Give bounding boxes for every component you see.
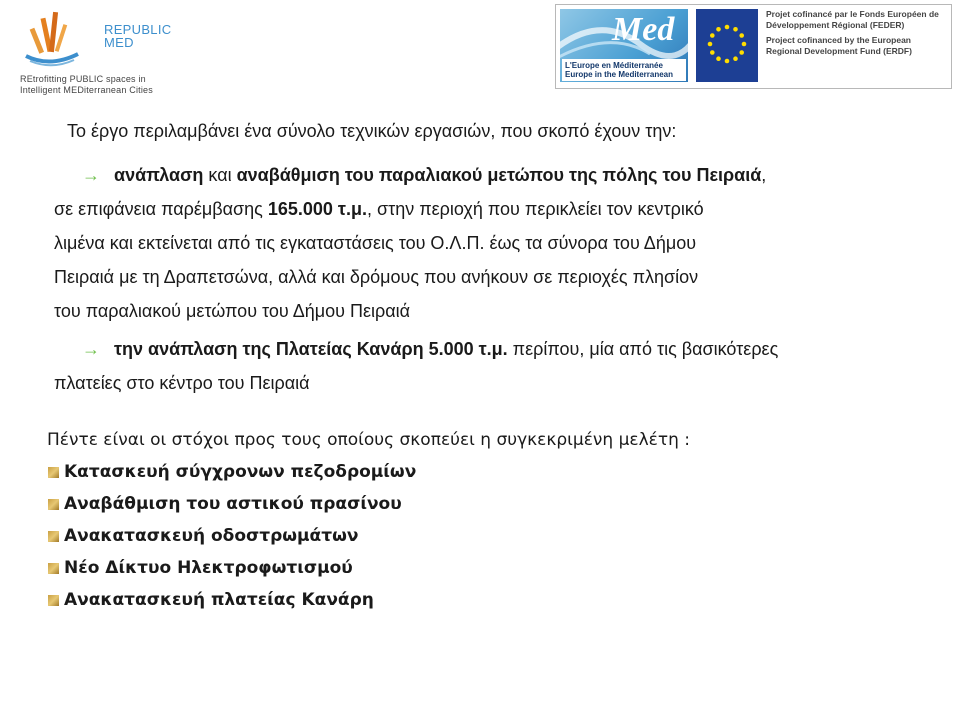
tagline-line-2: Intelligent MEDiterranean Cities (20, 85, 153, 95)
med-caption-fr: L'Europe en Méditerranée (565, 61, 663, 70)
republic-med-logo (18, 8, 178, 93)
goal-label: Κατασκευή σύγχρονων πεζοδρομίων (64, 462, 417, 482)
square-bullet-icon (48, 531, 59, 542)
intro-sentence: Το έργο περιλαμβάνει ένα σύνολο τεχνικών εργασιών, που σκοπό έχουν την: (67, 121, 677, 141)
green-arrow-icon: → (82, 339, 100, 359)
project-item-kanari-square (54, 332, 778, 400)
tagline-line-1: REtrofitting PUBLIC spaces in (20, 74, 146, 84)
med-programme-logo (560, 9, 688, 82)
republic-med-tagline (20, 74, 153, 96)
med-caption (562, 59, 686, 81)
item1-line-5: του παραλιακού μετώπου του Δήμου Πειραιά (54, 301, 411, 321)
goal-item (47, 520, 690, 552)
goal-label: Αναβάθμιση του αστικού πρασίνου (64, 494, 402, 514)
goal-item (47, 456, 690, 488)
item2-rest: περίπου, μία από τις βασικότερες (507, 339, 779, 359)
eu-stars-icon (696, 9, 758, 82)
item1-plain-a: και (203, 165, 237, 185)
goal-label: Ανακατασκευή πλατείας Κανάρη (64, 590, 374, 610)
goal-label: Ανακατασκευή οδοστρωμάτων (64, 526, 359, 546)
med-caption-en: Europe in the Mediterranean (565, 70, 674, 79)
republic-med-name (104, 23, 171, 49)
goal-item (47, 488, 690, 520)
item1-plain-b: , (761, 165, 767, 185)
item1-bold-b: αναβάθμιση του παραλιακού μετώπου της πόλης του Πειραιά (236, 165, 762, 185)
item2-line-1 (54, 332, 778, 366)
square-bullet-icon (48, 563, 59, 574)
green-arrow-icon: → (82, 165, 100, 185)
eu-flag-icon (696, 9, 758, 82)
buildings-icon (20, 10, 86, 70)
med-word: MED (104, 35, 134, 50)
item2-line-2: πλατείες στο κέντρο του Πειραιά (54, 373, 310, 393)
item1-area-value: 165.000 τ.μ. (267, 199, 367, 219)
goal-item (47, 584, 690, 616)
item1-line2-plain: σε επιφάνεια παρέμβασης (54, 199, 268, 219)
item1-line2-rest: , στην περιοχή που περικλείει τον κεντρικό (366, 199, 704, 219)
eu-funding-en: Project cofinanced by the European Regional Development Fund (ERDF) (766, 35, 912, 56)
goal-item (47, 552, 690, 584)
med-eu-funding-banner (555, 4, 952, 89)
goals-lead: Πέντε είναι οι στόχοι προς τους οποίους σκοπεύει η συγκεκριμένη μελέτη : (47, 430, 691, 450)
square-bullet-icon (48, 467, 59, 478)
square-bullet-icon (48, 595, 59, 606)
republic-word: REPUBLIC (104, 22, 172, 37)
goal-label: Νέο Δίκτυο Ηλεκτροφωτισμού (64, 558, 353, 578)
item2-bold: την ανάπλαση της Πλατείας Κανάρη 5.000 τ.μ. (114, 339, 508, 359)
project-item-waterfront (54, 158, 934, 328)
item1-line-3: λιμένα και εκτείνεται από τις εγκαταστάσεις του Ο.Λ.Π. έως τα σύνορα του Δήμου (54, 233, 697, 253)
square-bullet-icon (48, 499, 59, 510)
item1-line-1 (54, 158, 934, 192)
med-logo-word: Med (612, 11, 675, 48)
item1-bold-a: ανάπλαση (114, 165, 204, 185)
item1-line-2 (54, 192, 934, 226)
eu-funding-fr: Projet cofinancé par le Fonds Européen de Développement Régional (FEDER) (766, 9, 939, 30)
goals-section (47, 424, 690, 616)
item1-line-4: Πειραιά με τη Δραπετσώνα, αλλά και δρόμους που ανήκουν σε περιοχές πλησίον (54, 267, 699, 287)
eu-funding-text (766, 9, 946, 61)
